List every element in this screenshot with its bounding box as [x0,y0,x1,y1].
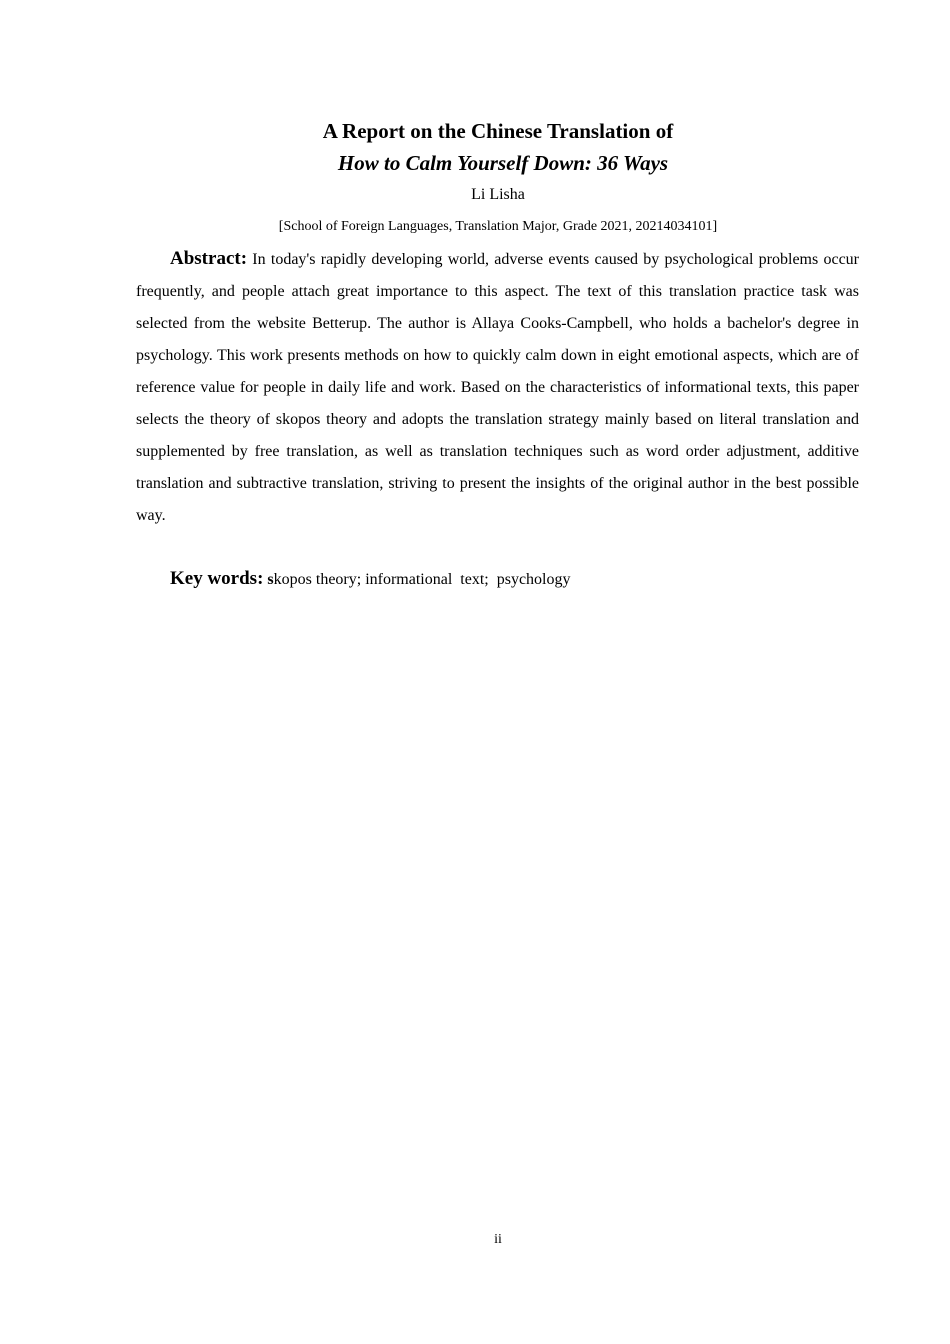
author-affiliation: [School of Foreign Languages, Translation Major, Grade 2021, 20214034101] [278,219,718,234]
keywords-label: Key words: [170,568,264,589]
abstract-text: In today's rapidly developing world, adverse events caused by psychological problems occur frequently, and people attach great importance to this aspect. The text of this translation practice task was selected from the website Betterup. The author is Allaya Cooks-Campbell, who holds a bachelor's degree in psychology. This work presents methods on how to quickly calm down in eight emotional aspects, which are of reference value for people in daily life and work. Based on the characteristics of informational texts, this paper selects the theory of skopos theory and adopts the translation strategy mainly based on literal translation and supplemented by free translation, as well as translation techniques such as word order adjustment, additive translation and subtractive translation, striving to present the insights of the original author in the best possible way. [136,251,860,524]
keywords-first-letter: s [267,571,274,588]
abstract-paragraph [136,243,859,532]
author-name: Li Lisha [471,186,525,203]
abstract-label: Abstract: [170,248,248,269]
keywords-line [170,564,570,595]
report-title: A Report on the Chinese Translation of [322,119,674,143]
page-number: ii [494,1232,502,1247]
keywords-text: kopos theory; informational text; psychology [273,571,571,588]
report-subtitle-book-title: How to Calm Yourself Down: 36 Ways [337,151,669,175]
